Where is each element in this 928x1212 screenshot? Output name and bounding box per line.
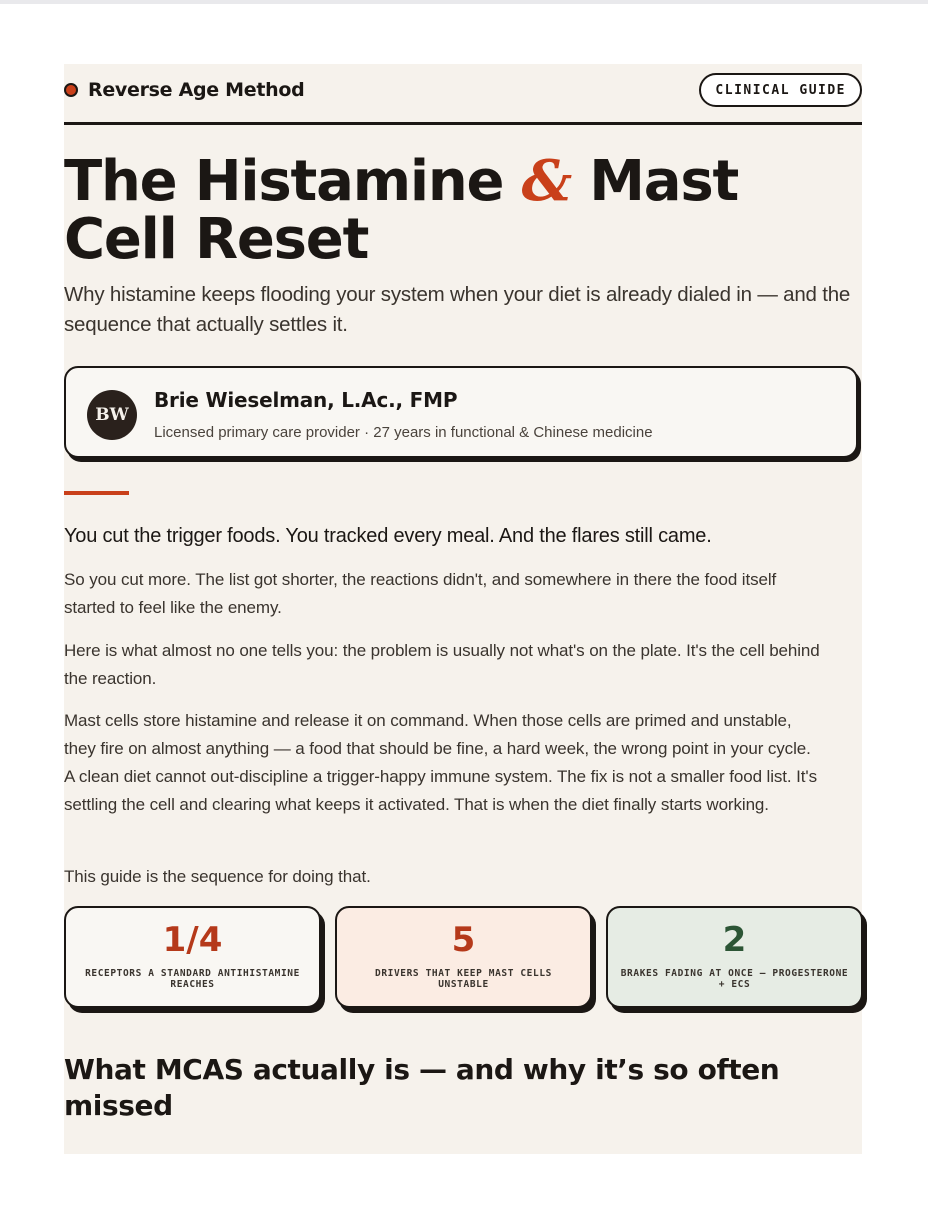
lead-paragraph: You cut the trigger foods. You tracked every meal. And the flares still came.: [64, 525, 712, 547]
title-part-2: Mast Cell Reset: [64, 149, 739, 272]
clinical-guide-badge: CLINICAL GUIDE: [699, 73, 862, 107]
body-paragraph: This guide is the sequence for doing that.: [64, 867, 371, 886]
stat-label: BRAKES FADING AT ONCE — PROGESTERONE + ECS: [620, 968, 849, 990]
title-part-1: The Histamine: [64, 149, 522, 214]
guide-page: [64, 64, 862, 1154]
top-strip: [0, 0, 928, 4]
header-bar: [64, 64, 862, 125]
section-heading: What MCAS actually is — and why it’s so often missed: [64, 1053, 780, 1122]
body-paragraph: So you cut more. The list got shorter, the reactions didn't, and somewhere in there the food itself started to feel like the enemy.: [64, 570, 777, 617]
stat-value: 1/4: [162, 920, 223, 960]
body-paragraph: Mast cells store histamine and release it on command. When those cells are primed and unstable, they fire on almost anything — a food that should be fine, a hard week, the wrong point in your cycle. A clean diet cannot out-discipline a trigger-happy immune system. The fix is not a smaller food list. It's settling the cell and clearing what keeps it activated. That is when the diet finally starts working.: [64, 711, 817, 814]
avatar: BW: [87, 390, 137, 440]
page-title: [64, 148, 862, 272]
stat-card-receptors: [64, 906, 321, 1008]
stat-label: DRIVERS THAT KEEP MAST CELLS UNSTABLE: [375, 968, 552, 990]
author-card: [64, 366, 858, 458]
title-ampersand: &: [521, 148, 571, 214]
page-subtitle: Why histamine keeps flooding your system when your diet is already dialed in — and the sequence that actually settles it.: [64, 283, 851, 336]
author-name: Brie Wieselman, L.Ac., FMP: [154, 388, 458, 412]
body-paragraph: Here is what almost no one tells you: the problem is usually not what's on the plate. It's the cell behind the reaction.: [64, 641, 820, 688]
brand-dot-icon: [64, 83, 78, 97]
stat-card-brakes: [606, 906, 863, 1008]
author-credentials: Licensed primary care provider · 27 years in functional & Chinese medicine: [154, 424, 653, 441]
stat-value: 2: [722, 920, 747, 960]
stat-card-drivers: [335, 906, 592, 1008]
stat-value: 5: [451, 920, 476, 960]
brand: [64, 79, 304, 101]
accent-divider: [64, 491, 129, 495]
brand-name: Reverse Age Method: [88, 79, 305, 101]
stat-label: RECEPTORS A STANDARD ANTIHISTAMINE REACHES: [85, 968, 300, 990]
